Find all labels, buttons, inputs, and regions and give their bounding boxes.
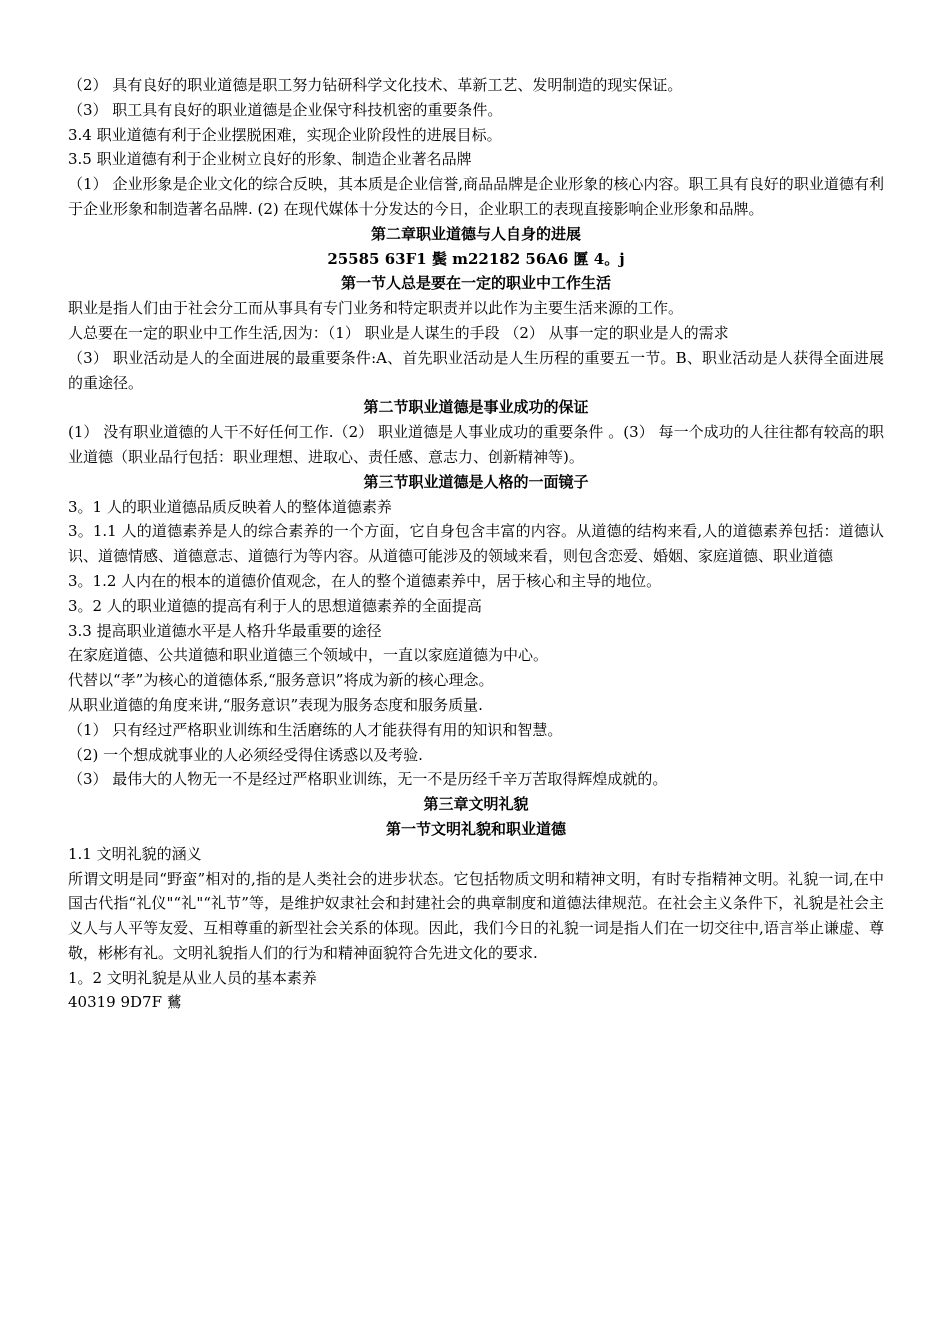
paragraph: 3.3 提高职业道德水平是人格升华最重要的途径 <box>68 621 382 640</box>
paragraph: 3。1 人的职业道德品质反映着人的整体道德素养 <box>68 497 392 516</box>
paragraph: 3.5 职业道德有利于企业树立良好的形象、制造企业著名品牌 <box>68 150 472 169</box>
paragraph: 从职业道德的角度来讲,“服务意识”表现为服务态度和服务质量. <box>68 695 483 714</box>
paragraph: 在家庭道德、公共道德和职业道德三个领域中，一直以家庭道德为中心。 <box>68 646 549 665</box>
paragraph: 3。1.2 人内在的根本的道德价值观念，在人的整个道德素养中，居于核心和主导的地位。 <box>68 571 662 590</box>
paragraph: 3。2 人的职业道德的提高有利于人的思想道德素养的全面提高 <box>68 596 482 615</box>
section-heading: 第二节职业道德是事业成功的保证 <box>363 398 589 417</box>
section-heading: 第一节文明礼貌和职业道德 <box>385 819 566 838</box>
paragraph: 3.4 职业道德有利于企业摆脱困难，实现企业阶段性的进展目标。 <box>68 125 502 144</box>
paragraph: （1） 企业形象是企业文化的综合反映，其本质是企业信誉,商品品牌是企业形象的核心内容。职工具有良好的职业道德有利于企业形象和制造著名品牌. (2) 在现代媒体十分发达的今日，企业职工的表现直接影响企业形象和品牌。 <box>68 175 884 218</box>
paragraph: （3） 最伟大的人物无一不是经过严格职业训练，无一不是历经千辛万苦取得辉煌成就的。 <box>68 770 668 789</box>
paragraph: 人总要在一定的职业中工作生活,因为：（1） 职业是人谋生的手段 （2） 从事一定的职业是人的需求 <box>68 323 729 342</box>
paragraph: 1。2 文明礼貌是从业人员的基本素养 <box>68 968 317 987</box>
chapter-heading: 第二章职业道德与人自身的进展 <box>370 224 581 243</box>
section-heading: 第三节职业道德是人格的一面镜子 <box>363 472 589 491</box>
paragraph: 所谓文明是同“野蛮”相对的,指的是人类社会的进步状态。它包括物质文明和精神文明，有时专指精神文明。礼貌一词,在中国古代指“礼仪"“礼"“礼节”等，是维护奴隶社会和封建社会的典章制度和道德法律规范。在社会主义条件下，礼貌是社会主义人与人平等友爱、互相尊重的新型社会关系的体现。因此，我们今日的礼貌一词是指人们在一切交往中,语言举止谦虚、尊敬，彬彬有礼。文明礼貌指人们的行为和精神面貌符合先进文化的要求. <box>68 869 884 962</box>
paragraph: (1） 没有职业道德的人干不好任何工作.（2） 职业道德是人事业成功的重要条件 。(3） 每一个成功的人往往都有较高的职业道德（职业品行包括：职业理想、进取心、责任感、意志力、创新精神等)。 <box>68 423 884 466</box>
garbled-footer-line: 40319 9D7F 鶿 <box>68 993 182 1012</box>
paragraph: （2) 一个想成就事业的人必须经受得住诱惑以及考验. <box>68 745 423 764</box>
paragraph: （2） 具有良好的职业道德是职工努力钻研科学文化技术、革新工艺、发明制造的现实保证。 <box>68 76 683 94</box>
paragraph: 1.1 文明礼貌的涵义 <box>68 844 202 863</box>
paragraph: （1） 只有经过严格职业训练和生活磨练的人才能获得有用的知识和智慧。 <box>68 720 563 739</box>
garbled-heading-line: 25585 63F1 鬓 m22182 56A6 匴 4。j <box>327 249 625 268</box>
paragraph: 代替以“孝”为核心的道德体系,“服务意识”将成为新的核心理念。 <box>68 671 494 690</box>
section-heading: 第一节人总是要在一定的职业中工作生活 <box>340 274 611 293</box>
paragraph: 3。1.1 人的道德素养是人的综合素养的一个方面，它自身包含丰富的内容。从道德的结构来看,人的道德素养包括：道德认识、道德情感、道德意志、道德行为等内容。从道德可能涉及的领域来看，则包含恋爱、婚姻、家庭道德、职业道德 <box>68 522 884 566</box>
paragraph: （3） 职业活动是人的全面进展的最重要条件:A、首先职业活动是人生历程的重要五一节。B、职业活动是人获得全面进展的重途径。 <box>68 348 884 392</box>
chapter-heading: 第三章文明礼貌 <box>423 795 529 814</box>
paragraph: （3） 职工具有良好的职业道德是企业保守科技机密的重要条件。 <box>68 100 503 119</box>
paragraph: 职业是指人们由于社会分工而从事具有专门业务和特定职责并以此作为主要生活来源的工作。 <box>68 299 684 318</box>
